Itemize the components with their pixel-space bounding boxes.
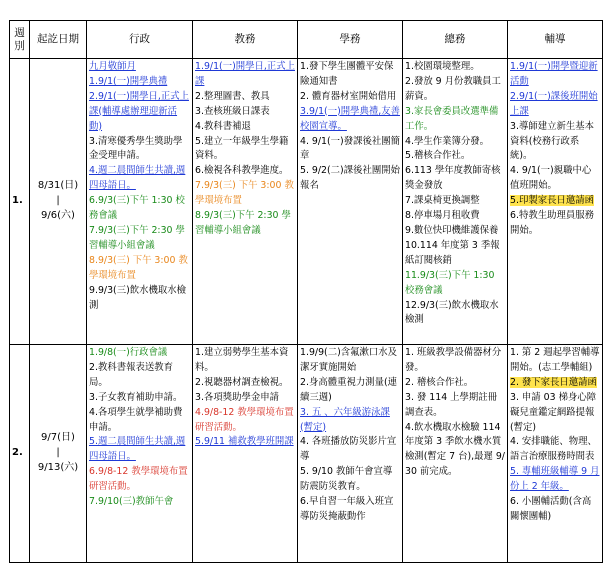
student-item: 1.9/9(二)含氟漱口水及潔牙實施開始 [300,347,397,373]
admin-item: 8.9/3(三) 下午 3:00 教學環境布置 [89,254,188,281]
counsel-item: 2.9/1(一)課後班開始上課 [510,90,598,117]
admin-item: 5.週二晨間師生共讀,週四母語日。 [89,436,186,463]
general-item: 9.數位快印機維護保養 [405,224,499,236]
general-item: 1.校園環境整理。 [405,61,480,72]
admin-item: 4.各項學生就學補助費申請。 [89,406,183,433]
student-item: 3.9/1(一)開學典禮,友善校園宣導。 [300,105,400,132]
counsel-cell [508,345,603,563]
admin-item: 4.週二晨間師生共讀,週四母語日。 [89,165,186,192]
student-item: 5. 9/10 教師午會宣導防震防災教育。 [300,466,393,493]
date-sep: | [56,195,60,207]
general-item: 4.學生作業簿分發。 [405,135,489,147]
admin-item: 2.9/1(一)開學日,正式上課(輔導處辦理迎新活動) [89,90,189,132]
header-dates: 起訖日期 [30,21,87,59]
header-week: 週別 [10,21,30,59]
header-row [10,21,603,59]
counsel-cell [508,59,603,345]
date-range [30,345,87,563]
counsel-item: 6. 小團輔活動(含高關懷團輔) [510,496,592,522]
header-general: 總務 [403,21,508,59]
academic-item: 3.各項獎助學金申請 [195,391,279,403]
counsel-item: 3.導師建立新生基本資料(校務行政系統)。 [510,120,594,162]
general-item: 5.稽核合作社。 [405,150,471,162]
admin-item: 3.清寒優秀學生獎助學金受理申請。 [89,135,183,162]
academic-item: 1.9/1(一)開學日,正式上課 [195,61,295,87]
general-item: 3.家長會委員改選準備工作。 [405,105,499,132]
admin-item: 1.9/8(一)行政會議 [89,347,168,358]
academic-item: 1.建立弱勢學生基本資料。 [195,347,289,373]
counsel-item: 6.特教生助理員服務開始。 [510,210,594,236]
counsel-item: 1.9/1(一)開學暨迎新活動 [510,61,598,87]
general-item: 1. 班級教學設備器材分發。 [405,347,502,373]
academic-item: 3.查核班級日課表 [195,105,270,117]
student-item: 3. 五 、六年級游泳課(暫定) [300,406,390,433]
student-cell [298,345,403,563]
admin-item: 6.9/8-12 教學環境布置研習活動。 [89,466,188,493]
academic-item: 4.教科書補退 [195,120,251,132]
student-item: 5. 9/2(二)課後社團開始報名 [300,165,400,192]
academic-item: 2.視聽器材調查檢視。 [195,376,289,388]
header-student: 學務 [298,21,403,59]
student-item: 4. 各班播放防災影片宣導 [300,436,397,463]
header-academic: 教務 [193,21,298,59]
student-item: 4. 9/1(一)發課後社團簡章 [300,135,400,162]
general-item: 8.停車場月租收費 [405,210,480,222]
admin-cell [87,59,193,345]
academic-item: 5.9/11 補救教學班開課 [195,436,294,448]
general-item: 12.9/3(三)飲水機取水檢測 [405,299,499,326]
admin-item: 9.9/3(三)飲水機取水檢測 [89,284,186,311]
admin-item: 7.9/3(三)下午 2:30 學習輔導小組會議 [89,224,185,251]
counsel-item: 2. 發下家長日邀請函 [510,376,597,388]
admin-item: 3.子女教育補助申請。 [89,391,183,403]
student-cell [298,59,403,345]
header-admin: 行政 [87,21,193,59]
date-end: 9/13(六) [37,461,79,473]
week-number: 1. [10,59,30,345]
student-item: 1.發下學生團體平安保險通知書 [300,61,394,87]
student-item: 2.身高體重視力測量(連續三週) [300,376,397,403]
admin-item: 九月敬師月 [89,61,136,72]
academic-cell [193,345,298,563]
week-row [10,345,603,563]
general-item: 7.課桌椅更換調整 [405,195,480,207]
academic-item: 7.9/3(三) 下午 3:00 教學環境布置 [195,180,294,207]
admin-item: 2.教科書報表送教育局。 [89,361,173,388]
admin-item: 6.9/3(三)下午 1:30 校務會議 [89,195,185,222]
counsel-item: 5.印製家長日邀請函 [510,195,594,207]
weekly-schedule-table [9,20,603,563]
academic-item: 8.9/3(三)下午 2:30 學習輔導小組會議 [195,210,291,236]
date-start: 9/7(日) [41,432,75,444]
academic-item: 6.檢視各科教學進度。 [195,165,289,177]
counsel-item: 5. 專輔班級輔導 9 月份上 2 年級。 [510,466,600,493]
counsel-item: 4. 安排職能、物理、語言治療服務時間表 [510,436,597,463]
general-item: 3. 發 114 上學期註冊調查表。 [405,391,498,418]
week-row [10,59,603,345]
general-item: 6.113 學年度教師寄核獎金發放 [405,165,501,192]
header-counsel: 輔導 [508,21,603,59]
student-item: 6.早自習一年級入班宣導防災掩蔽動作 [300,496,394,522]
general-item: 4.飲水機取水檢驗 114 年度第 3 季飲水機水質檢測(暫定 7 台),最遲 9/30 前完成。 [405,421,505,478]
admin-cell [87,345,193,563]
student-item: 2. 體育器材室開始借用 [300,90,397,102]
counsel-item: 1. 第 2 週起學習輔導開始。(志工學輔組) [510,347,600,373]
general-item: 10.114 年度第 3 季報紙訂閱核銷 [405,239,500,266]
date-start: 8/31(日) [37,180,79,192]
general-item: 2.發放 9 月份教職員工薪資。 [405,75,501,102]
counsel-item: 3. 申請 03 梯身心障礙兒童鑑定網路提報(暫定) [510,391,597,433]
general-cell [403,345,508,563]
academic-item: 4.9/8-12 教學環境布置研習活動。 [195,406,294,433]
week-number: 2. [10,345,30,563]
date-end: 9/6(六) [41,209,75,221]
counsel-item: 4. 9/1(一)親職中心值班開始。 [510,165,592,192]
date-sep: | [56,447,60,459]
admin-item: 7.9/10(三)教師午會 [89,496,174,508]
academic-item: 2.整理圖書、教具 [195,90,270,102]
general-item: 11.9/3(三)下午 1:30 校務會議 [405,269,495,296]
general-item: 2. 稽核合作社。 [405,376,474,388]
admin-item: 1.9/1(一)開學典禮 [89,75,168,87]
academic-cell [193,59,298,345]
academic-item: 5.建立一年級學生學籍資料。 [195,135,289,162]
general-cell [403,59,508,345]
date-range [30,59,87,345]
